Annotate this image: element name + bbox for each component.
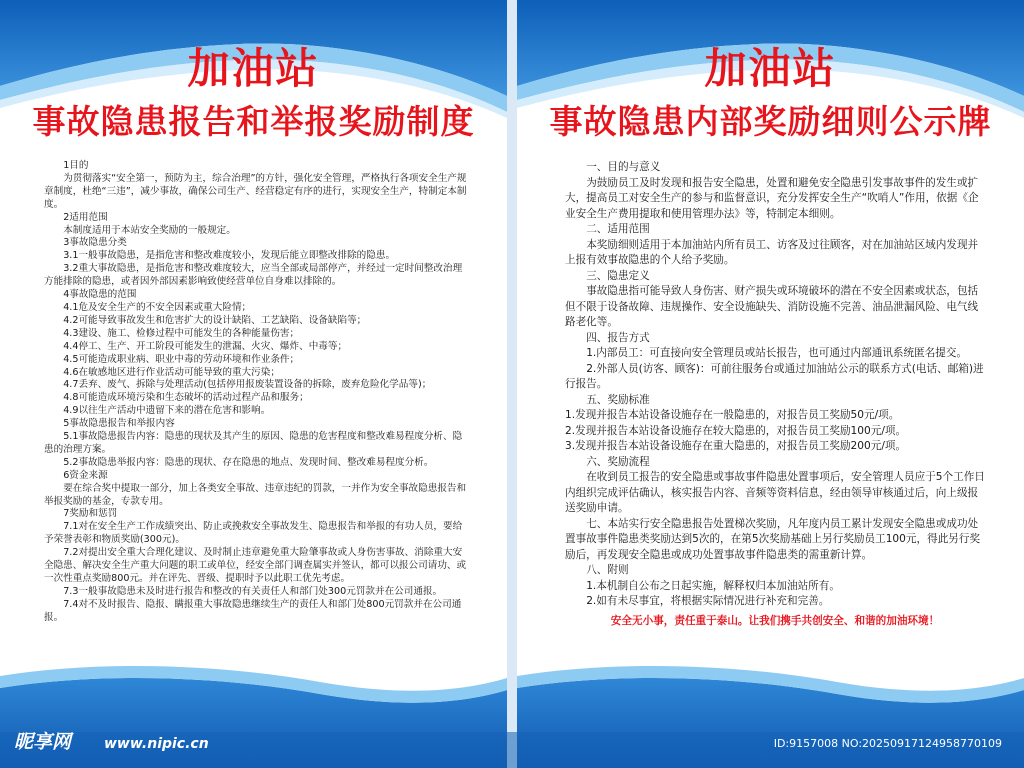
right-paragraph: 本奖励细则适用于本加油站内所有员工、访客及过往顾客，对在加油站区域内发现并上报有效事故隐患的个人给予奖励。 [565,238,979,266]
right-paragraph: 2.外部人员(访客、顾客)：可前往服务台或通过加油站公示的联系方式(电话、邮箱)进行报告。 [565,362,984,390]
left-paragraph: 4.5可能造成职业病、职业中毒的劳动环境和作业条件； [63,353,300,365]
left-poster-subtitle: 事故隐患报告和举报奖励制度 [32,102,475,141]
right-poster-title: 加油站 [704,44,837,93]
left-paragraph: 7.4对不及时报告、隐报、瞒报重大事故隐患继续生产的责任人和部门处800元罚款并在公司通报。 [44,598,462,623]
left-paragraph: 4.3建设、施工、检修过程中可能发生的各种能量伤害； [63,327,300,339]
right-poster-panel [517,0,1024,768]
left-paragraph: 2适用范围 [63,211,108,223]
panel-divider [507,0,517,768]
left-paragraph: 4.7丢弃、废气、拆除与处理活动(包括停用报废装置设备的拆除，废弃危险化学品等)； [63,379,432,391]
right-paragraph: 为鼓励员工及时发现和报告安全隐患，处置和避免安全隐患引发事故事件的发生或扩大，提高员工对安全生产的参与和监督意识，充分发挥安全生产“吹哨人”作用，依据《企业安全生产费用提取和使用管理办法》等，特制定本细则。 [565,176,979,220]
right-paragraph: 三、隐患定义 [586,269,650,282]
right-slogan: 安全无小事，责任重于泰山。让我们携手共创安全、和谐的加油环境！ [610,614,940,627]
left-poster-panel [0,0,507,768]
right-paragraph: 八、附则 [586,564,629,576]
left-paragraph: 7.2对提出安全重大合理化建议、及时制止违章避免重大险肇事故或人身伤害事故、消除重大安全隐患、解决安全生产重大问题的职工或单位，经安全部门调查属实并签认，都可以报公司请功、或一次性重点奖励800元。并在评先、晋级、提职时予以此职工优先考虑。 [44,547,467,584]
right-paragraph: 1.发现并报告本站设备设施存在一般隐患的，对报告员工奖励50元/项。 [565,409,900,421]
left-paragraph: 4.2可能导致事故发生和危害扩大的设计缺陷、工艺缺陷、设备缺陷等； [63,314,367,326]
right-paragraph: 一、目的与意义 [586,161,661,173]
left-paragraph: 4.9以往生产活动中遗留下来的潜在危害和影响。 [63,405,271,417]
watermark-logo: 昵享网 [14,731,72,753]
left-paragraph: 4.6在敏感地区进行作业活动可能导致的重大污染； [63,366,280,378]
left-paragraph: 6资金来源 [63,469,108,481]
right-paragraph: 四、报告方式 [586,331,650,344]
left-paragraph: 要在综合奖中提取一部分，加上各类安全事故、违章违纪的罚款，一并作为安全事故隐患报告和举报奖励的基金，专款专用。 [44,482,467,507]
right-paragraph: 3.发现并报告本站设备设施存在重大隐患的，对报告员工奖励200元/项。 [565,440,907,452]
right-paragraph: 五、奖励标准 [586,393,650,406]
right-paragraph: 事故隐患指可能导致人身伤害、财产损失或环境破坏的潜在不安全因素或状态，包括但不限于设备故障、违规操作、安全设施缺失、消防设施不完善、油品泄漏风险、电气线路老化等。 [565,285,979,328]
left-paragraph: 3事故隐患分类 [63,237,127,249]
watermark-id: ID:9157008 NO:20250917124958770109 [773,737,1002,750]
left-paragraph: 7.1对在安全生产工作成绩突出、防止或挽救安全事故发生、隐患报告和举报的有功人员，要给予荣誉表彰和物质奖励(300元)。 [44,521,463,546]
left-paragraph: 7.3一般事故隐患未及时进行报告和整改的有关责任人和部门处300元罚款并在公司通报。 [63,585,443,597]
left-paragraph: 本制度适用于本站安全奖励的一般规定。 [63,224,236,236]
left-paragraph: 1目的 [63,160,89,171]
left-poster-body [44,160,469,625]
left-poster-title: 加油站 [187,44,320,93]
right-paragraph: 在收到员工报告的安全隐患或事故事件隐患处置事项后，安全管理人员应于5个工作日内组织完成评估确认，核实报告内容、音频等资料信息，经由领导审核通过后，向上级报送奖励申请。 [565,471,985,514]
left-paragraph: 4.4停工、生产、开工阶段可能发生的泄漏、火灾、爆炸、中毒等； [63,340,348,352]
left-paragraph: 3.2重大事故隐患，是指危害和整改难度较大，应当全部或局部停产，并经过一定时间整改治理方能排除的隐患，或者因外部因素影响致使经营单位自身难以排除的。 [44,263,463,288]
right-paragraph: 七、本站实行安全隐患报告处置梯次奖励，凡年度内员工累计发现安全隐患或成功处置事故事件隐患类奖励达到5次的，在第5次奖励基础上另行奖励员工100元，得此另行奖励后，再发现安全隐患或成功处置事故事件隐患类的需重新计算。 [565,517,981,561]
left-paragraph: 为贯彻落实“安全第一，预防为主，综合治理”的方针，强化安全管理，严格执行各项安全生产规章制度，杜绝“三违”，减少事故，确保公司生产、经营稳定有序的进行，实现安全生产，特制定本制度。 [44,172,467,210]
right-poster-subtitle: 事故隐患内部奖励细则公示牌 [549,102,992,141]
left-paragraph: 5事故隐患报告和举报内容 [63,418,175,430]
left-paragraph: 7奖励和惩罚 [63,508,118,520]
left-paragraph: 4事故隐患的范围 [63,289,137,301]
watermark-site: www.nipic.cn [104,736,209,752]
left-paragraph: 3.1一般事故隐患，是指危害和整改难度较小，发现后能立即整改排除的隐患。 [63,250,396,262]
left-paragraph: 4.1危及安全生产的不安全因素或重大险情； [63,301,252,313]
right-poster-body [565,160,985,629]
left-paragraph: 5.2事故隐患举报内容：隐患的现状、存在隐患的地点、发现时间、整改难易程度分析。 [63,456,434,468]
right-paragraph: 2.发现并报告本站设备设施存在较大隐患的，对报告员工奖励100元/项。 [565,424,907,437]
right-paragraph: 2.如有未尽事宜，将根据实际情况进行补充和完善。 [586,595,830,607]
left-paragraph: 4.8可能造成环境污染和生态破坏的活动过程产品和服务； [63,392,309,404]
right-paragraph: 六、奖励流程 [586,455,650,468]
right-paragraph: 1.本机制自公布之日起实施，解释权归本加油站所有。 [586,579,840,592]
right-paragraph: 二、适用范围 [586,223,650,235]
left-paragraph: 5.1事故隐患报告内容：隐患的现状及其产生的原因、隐患的危害程度和整改难易程度分析、隐患的治理方案。 [44,431,463,455]
right-paragraph: 1.内部员工：可直接向安全管理员或站长报告，也可通过内部通讯系统匿名提交。 [586,347,968,359]
